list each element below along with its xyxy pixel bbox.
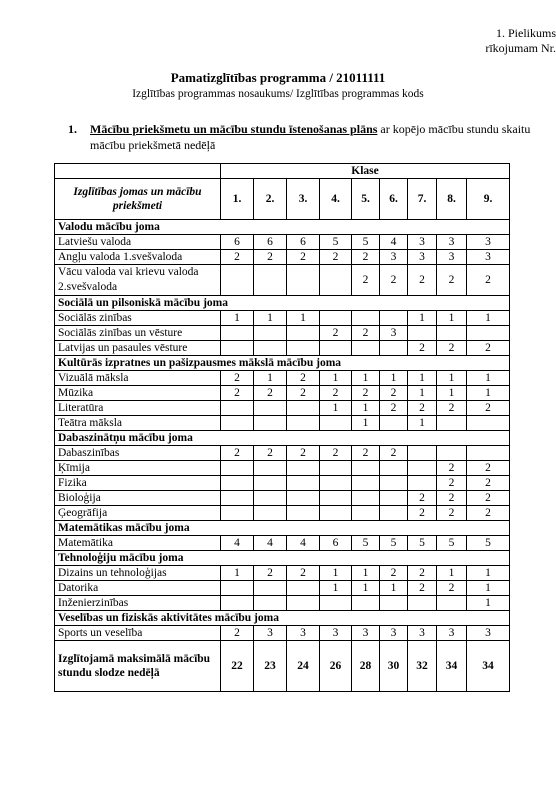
section-bold-text: Mācību priekšmetu un mācību stundu īstenošanas plāns xyxy=(90,122,378,136)
hours-cell: 2 xyxy=(320,250,352,265)
hours-cell: 2 xyxy=(221,386,254,401)
hours-cell xyxy=(254,581,287,596)
hours-cell: 1 xyxy=(408,416,437,431)
group-name: Sociālā un pilsoniskā mācību joma xyxy=(55,296,510,311)
section-number: 1. xyxy=(68,122,77,136)
subject-name: Angļu valoda 1.svešvaloda xyxy=(55,250,221,265)
section-heading xyxy=(70,121,540,153)
hours-cell: 2 xyxy=(437,581,467,596)
hours-cell: 2 xyxy=(437,461,467,476)
hours-cell: 5 xyxy=(467,536,510,551)
hours-cell: 4 xyxy=(380,235,408,250)
hours-cell xyxy=(254,461,287,476)
hours-cell xyxy=(287,581,320,596)
hours-cell: 2 xyxy=(467,461,510,476)
hours-cell: 4 xyxy=(254,536,287,551)
hours-cell: 2 xyxy=(380,566,408,581)
hours-cell xyxy=(320,416,352,431)
subject-name: Latvijas un pasaules vēsture xyxy=(55,341,221,356)
hours-cell: 2 xyxy=(467,265,510,296)
hours-cell: 6 xyxy=(320,536,352,551)
grade-header: 5. xyxy=(352,179,380,220)
subject-row xyxy=(55,461,510,476)
hours-cell: 2 xyxy=(221,250,254,265)
hours-cell: 3 xyxy=(437,250,467,265)
hours-cell xyxy=(467,326,510,341)
annex-line-1: 1. Pielikums xyxy=(495,26,556,40)
program-title: Pamatizglītības programma / 21011111 xyxy=(170,70,386,85)
subject-row xyxy=(55,506,510,521)
hours-cell: 1 xyxy=(221,566,254,581)
hours-cell: 1 xyxy=(467,596,510,611)
subject-name: Dizains un tehnoloģijas xyxy=(55,566,221,581)
hours-cell: 3 xyxy=(352,626,380,641)
hours-cell: 1 xyxy=(352,581,380,596)
hours-cell xyxy=(380,491,408,506)
hours-cell xyxy=(380,506,408,521)
hours-cell: 2 xyxy=(467,476,510,491)
hours-cell: 2 xyxy=(408,506,437,521)
hours-cell: 2 xyxy=(352,386,380,401)
hours-cell xyxy=(221,401,254,416)
subject-column-header: Izglītības jomas un mācību priekšmeti xyxy=(55,179,221,220)
hours-cell xyxy=(408,596,437,611)
grade-header-row xyxy=(55,179,510,220)
group-name: Tehnoloģiju mācību joma xyxy=(55,551,510,566)
hours-cell: 2 xyxy=(380,446,408,461)
hours-cell: 3 xyxy=(320,626,352,641)
section-text xyxy=(70,121,540,153)
hours-cell xyxy=(352,476,380,491)
hours-cell xyxy=(437,326,467,341)
hours-cell xyxy=(254,596,287,611)
hours-cell: 2 xyxy=(254,566,287,581)
subject-name: Inženierzinības xyxy=(55,596,221,611)
hours-cell xyxy=(287,461,320,476)
hours-cell: 1 xyxy=(254,311,287,326)
hours-cell: 2 xyxy=(437,476,467,491)
subject-row xyxy=(55,265,510,296)
hours-cell: 2 xyxy=(380,401,408,416)
hours-cell xyxy=(287,506,320,521)
hours-cell: 1 xyxy=(467,566,510,581)
hours-cell xyxy=(352,311,380,326)
hours-cell: 2 xyxy=(380,265,408,296)
hours-cell: 6 xyxy=(221,235,254,250)
subject-row xyxy=(55,326,510,341)
hours-cell: 2 xyxy=(221,626,254,641)
hours-cell xyxy=(287,596,320,611)
hours-cell: 1 xyxy=(287,311,320,326)
total-cell: 34 xyxy=(437,641,467,692)
hours-cell xyxy=(408,446,437,461)
hours-cell xyxy=(221,506,254,521)
hours-cell: 6 xyxy=(254,235,287,250)
hours-cell xyxy=(221,596,254,611)
hours-cell: 2 xyxy=(408,341,437,356)
hours-cell xyxy=(221,461,254,476)
hours-cell xyxy=(254,416,287,431)
hours-cell: 1 xyxy=(352,371,380,386)
total-cell: 28 xyxy=(352,641,380,692)
group-name: Dabaszinātņu mācību joma xyxy=(55,431,510,446)
hours-cell xyxy=(254,401,287,416)
subject-name: Dabaszinības xyxy=(55,446,221,461)
hours-cell: 2 xyxy=(287,386,320,401)
hours-cell: 5 xyxy=(320,235,352,250)
hours-cell: 3 xyxy=(380,626,408,641)
hours-cell: 1 xyxy=(408,371,437,386)
hours-cell: 1 xyxy=(320,371,352,386)
subject-name: Sociālās zinības un vēsture xyxy=(55,326,221,341)
hours-cell xyxy=(287,491,320,506)
hours-cell xyxy=(352,461,380,476)
hours-cell xyxy=(221,265,254,296)
subject-name: Bioloģija xyxy=(55,491,221,506)
hours-cell xyxy=(320,311,352,326)
group-row xyxy=(55,296,510,311)
subject-name: Teātra māksla xyxy=(55,416,221,431)
hours-cell: 1 xyxy=(437,566,467,581)
hours-cell xyxy=(352,341,380,356)
hours-cell: 1 xyxy=(352,566,380,581)
hours-cell: 1 xyxy=(352,401,380,416)
subject-row xyxy=(55,416,510,431)
subject-row xyxy=(55,446,510,461)
grade-header: 2. xyxy=(254,179,287,220)
group-name: Matemātikas mācību joma xyxy=(55,521,510,536)
hours-cell xyxy=(221,416,254,431)
hours-cell xyxy=(221,581,254,596)
subject-row xyxy=(55,371,510,386)
hours-cell: 3 xyxy=(467,235,510,250)
hours-cell: 1 xyxy=(254,371,287,386)
hours-cell: 1 xyxy=(467,386,510,401)
hours-cell: 2 xyxy=(352,446,380,461)
hours-cell: 2 xyxy=(380,386,408,401)
hours-cell xyxy=(437,596,467,611)
hours-cell xyxy=(254,326,287,341)
subject-name: Matemātika xyxy=(55,536,221,551)
hours-cell: 2 xyxy=(467,491,510,506)
hours-cell xyxy=(408,326,437,341)
subject-name: Latviešu valoda xyxy=(55,235,221,250)
subject-row xyxy=(55,581,510,596)
hours-cell: 1 xyxy=(408,386,437,401)
hours-cell: 2 xyxy=(287,371,320,386)
total-label: Izglītojamā maksimālā mācību stundu slodze nedēļā xyxy=(55,641,221,692)
hours-cell: 2 xyxy=(408,401,437,416)
hours-cell xyxy=(320,341,352,356)
section-rest-text: ar kopējo mācību stundu skaitu mācību priekšmetā nedēļā xyxy=(90,122,531,152)
hours-cell: 2 xyxy=(254,386,287,401)
hours-cell: 2 xyxy=(287,566,320,581)
hours-cell xyxy=(287,265,320,296)
hours-cell: 1 xyxy=(467,371,510,386)
subject-name: Ģeogrāfija xyxy=(55,506,221,521)
hours-cell: 1 xyxy=(380,581,408,596)
hours-cell: 1 xyxy=(221,311,254,326)
subject-row xyxy=(55,250,510,265)
total-cell: 24 xyxy=(287,641,320,692)
hours-cell xyxy=(380,416,408,431)
group-row xyxy=(55,521,510,536)
hours-cell xyxy=(380,311,408,326)
hours-cell: 1 xyxy=(437,386,467,401)
hours-cell: 2 xyxy=(352,265,380,296)
subject-name: Vācu valoda vai krievu valoda 2.svešvaloda xyxy=(55,265,221,296)
hours-cell xyxy=(320,265,352,296)
hours-cell xyxy=(437,416,467,431)
subject-row xyxy=(55,235,510,250)
subject-row xyxy=(55,566,510,581)
hours-cell: 1 xyxy=(467,581,510,596)
hours-cell xyxy=(352,596,380,611)
group-row xyxy=(55,611,510,626)
subject-row xyxy=(55,476,510,491)
total-cell: 22 xyxy=(221,641,254,692)
hours-cell xyxy=(254,265,287,296)
hours-cell: 2 xyxy=(254,446,287,461)
grade-header: 1. xyxy=(221,179,254,220)
hours-cell: 2 xyxy=(408,265,437,296)
subject-row xyxy=(55,536,510,551)
subject-name: Mūzika xyxy=(55,386,221,401)
hours-cell: 2 xyxy=(437,341,467,356)
hours-cell: 3 xyxy=(380,326,408,341)
hours-cell xyxy=(408,461,437,476)
hours-cell: 3 xyxy=(408,626,437,641)
hours-cell: 2 xyxy=(437,506,467,521)
hours-cell: 2 xyxy=(467,341,510,356)
group-row xyxy=(55,431,510,446)
hours-cell xyxy=(380,596,408,611)
hours-cell xyxy=(352,506,380,521)
hours-cell: 6 xyxy=(287,235,320,250)
total-cell: 26 xyxy=(320,641,352,692)
subject-row xyxy=(55,491,510,506)
hours-cell xyxy=(254,476,287,491)
subject-row xyxy=(55,311,510,326)
subject-name: Datorika xyxy=(55,581,221,596)
hours-cell: 5 xyxy=(408,536,437,551)
hours-cell: 2 xyxy=(352,326,380,341)
total-cell: 32 xyxy=(408,641,437,692)
hours-cell: 1 xyxy=(352,416,380,431)
hours-cell: 2 xyxy=(287,250,320,265)
hours-cell: 5 xyxy=(352,235,380,250)
plan-body xyxy=(55,220,510,692)
hours-cell: 2 xyxy=(320,386,352,401)
hours-cell: 2 xyxy=(352,250,380,265)
hours-cell: 1 xyxy=(320,566,352,581)
hours-cell: 2 xyxy=(437,401,467,416)
grade-header: 9. xyxy=(467,179,510,220)
hours-cell: 2 xyxy=(408,581,437,596)
total-cell: 34 xyxy=(467,641,510,692)
group-row xyxy=(55,551,510,566)
hours-cell: 2 xyxy=(287,446,320,461)
hours-cell: 3 xyxy=(254,626,287,641)
hours-cell xyxy=(437,446,467,461)
group-name: Valodu mācību joma xyxy=(55,220,510,235)
grade-header: 7. xyxy=(408,179,437,220)
hours-cell xyxy=(221,476,254,491)
hours-cell: 3 xyxy=(467,250,510,265)
hours-cell xyxy=(320,506,352,521)
hours-cell: 2 xyxy=(221,446,254,461)
subject-row xyxy=(55,596,510,611)
hours-cell: 1 xyxy=(380,371,408,386)
program-subtitle: Izglītības programmas nosaukums/ Izglītības programmas kods xyxy=(132,88,424,100)
subject-row xyxy=(55,386,510,401)
grade-header: 4. xyxy=(320,179,352,220)
hours-cell xyxy=(380,476,408,491)
annex-line-2: rīkojumam Nr. xyxy=(485,41,556,55)
subject-row xyxy=(55,341,510,356)
hours-cell xyxy=(467,416,510,431)
hours-cell: 2 xyxy=(221,371,254,386)
subject-name: Sociālās zinības xyxy=(55,311,221,326)
hours-cell xyxy=(320,596,352,611)
hours-cell xyxy=(254,341,287,356)
hours-cell: 3 xyxy=(408,235,437,250)
hours-cell xyxy=(287,416,320,431)
annex-note xyxy=(485,26,556,56)
hours-cell: 4 xyxy=(221,536,254,551)
hours-cell xyxy=(254,491,287,506)
grade-header: 8. xyxy=(437,179,467,220)
group-row xyxy=(55,220,510,235)
hours-cell xyxy=(287,401,320,416)
subject-name: Literatūra xyxy=(55,401,221,416)
hours-cell xyxy=(380,461,408,476)
blank-header-cell xyxy=(55,164,221,179)
klase-header-row xyxy=(55,164,510,179)
hours-cell: 2 xyxy=(408,491,437,506)
hours-cell: 1 xyxy=(320,581,352,596)
hours-cell: 2 xyxy=(467,401,510,416)
hours-cell: 1 xyxy=(320,401,352,416)
total-cell: 30 xyxy=(380,641,408,692)
hours-cell: 3 xyxy=(380,250,408,265)
subject-name: Vizuālā māksla xyxy=(55,371,221,386)
group-row xyxy=(55,356,510,371)
klase-header: Klase xyxy=(221,164,510,179)
hours-cell: 4 xyxy=(287,536,320,551)
total-cell: 23 xyxy=(254,641,287,692)
hours-cell: 2 xyxy=(437,265,467,296)
hours-cell xyxy=(287,326,320,341)
subject-row xyxy=(55,401,510,416)
hours-cell xyxy=(287,341,320,356)
hours-cell xyxy=(221,491,254,506)
hours-cell: 5 xyxy=(352,536,380,551)
hours-cell xyxy=(320,461,352,476)
hours-cell: 5 xyxy=(437,536,467,551)
hours-cell: 3 xyxy=(437,235,467,250)
hours-cell xyxy=(320,491,352,506)
group-name: Kultūrās izpratnes un pašizpausmes mākslā mācību joma xyxy=(55,356,510,371)
grade-header: 6. xyxy=(380,179,408,220)
hours-cell: 2 xyxy=(320,446,352,461)
hours-cell xyxy=(408,476,437,491)
subject-name: Fizika xyxy=(55,476,221,491)
hours-cell: 3 xyxy=(467,626,510,641)
hours-cell xyxy=(287,476,320,491)
hours-cell xyxy=(254,506,287,521)
subject-name: Sports un veselība xyxy=(55,626,221,641)
hours-cell xyxy=(352,491,380,506)
hours-cell: 2 xyxy=(254,250,287,265)
hours-cell xyxy=(320,476,352,491)
group-name: Veselības un fiziskās aktivitātes mācību joma xyxy=(55,611,510,626)
hours-cell xyxy=(380,341,408,356)
hours-cell xyxy=(221,341,254,356)
total-row xyxy=(55,641,510,692)
study-plan-table xyxy=(54,163,510,692)
hours-cell: 3 xyxy=(287,626,320,641)
hours-cell: 2 xyxy=(467,506,510,521)
hours-cell xyxy=(467,446,510,461)
hours-cell: 2 xyxy=(320,326,352,341)
hours-cell: 2 xyxy=(437,491,467,506)
hours-cell: 1 xyxy=(437,371,467,386)
hours-cell: 3 xyxy=(408,250,437,265)
hours-cell: 1 xyxy=(408,311,437,326)
subject-row xyxy=(55,626,510,641)
hours-cell: 3 xyxy=(437,626,467,641)
grade-header: 3. xyxy=(287,179,320,220)
hours-cell: 1 xyxy=(467,311,510,326)
hours-cell: 5 xyxy=(380,536,408,551)
hours-cell xyxy=(221,326,254,341)
subject-name: Ķīmija xyxy=(55,461,221,476)
hours-cell: 2 xyxy=(408,566,437,581)
hours-cell: 1 xyxy=(437,311,467,326)
